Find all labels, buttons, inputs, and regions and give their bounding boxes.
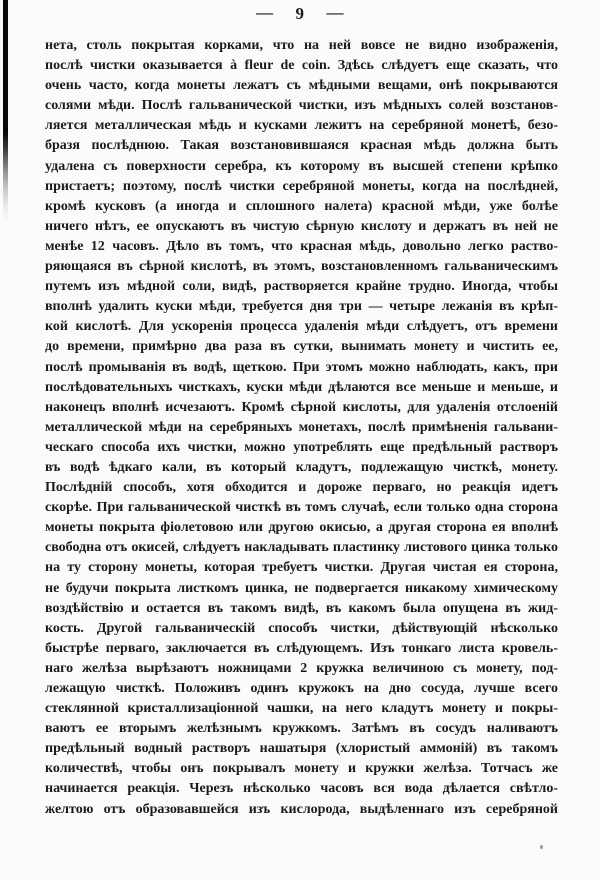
text-line: ляется металлическая мѣдь и кусками лежитъ на серебряной монетѣ, безо-	[45, 118, 558, 134]
text-line: кость. Другой гальваническій способъ чистки, дѣйствующій нѣсколько	[45, 620, 558, 636]
scan-speck	[540, 845, 543, 849]
text-line: количествѣ, чтобы онъ покрывалъ монету и кружки желѣза. Тотчасъ же	[45, 761, 558, 777]
text-line: послѣ промыванія въ водѣ, щеткою. При этомъ можно наблюдать, какъ, при	[45, 359, 558, 375]
text-line: начинается реакція. Черезъ нѣсколько часовъ вся вода дѣлается свѣтло-	[45, 781, 558, 797]
text-line: на ту сторону монеты, которая требуетъ чистки. Другая чистая ея сторона,	[45, 560, 558, 576]
text-line: свободна отъ окисей, слѣдуетъ накладывать пластинку листового цинка только	[45, 540, 558, 556]
text-line: ряющаяся въ сѣрной кислотѣ, въ этомъ, возстановленномъ гальваническимъ	[45, 259, 558, 275]
text-line: наконецъ вполнѣ исчезаютъ. Кромѣ сѣрной кислоты, для удаленія отслоеній	[45, 399, 558, 415]
text-line: воздѣйствію и остается въ такомъ видѣ, въ какомъ была опущена въ жид-	[45, 600, 558, 616]
text-line: очень часто, когда монеты лежатъ съ мѣдными вещами, онѣ покрываются	[45, 78, 558, 94]
text-line: кой кислотѣ. Для ускоренія процесса удаленія мѣди слѣдуетъ, отъ времени	[45, 319, 558, 335]
header-dash-right: —	[326, 3, 344, 22]
text-line: до времени, примѣрно два раза въ сутки, вынимать монету и чистить ее,	[45, 339, 558, 355]
text-line: послѣдовательныхъ чисткахъ, куски мѣди дѣлаются все меньше и меньше, и	[45, 379, 558, 395]
text-line: удалена съ поверхности серебра, къ которому въ высшей степени крѣпко	[45, 158, 558, 174]
text-line: кромѣ кусковъ (а иногда и сплошного налета) красной мѣди, уже болѣе	[45, 198, 558, 214]
text-line: Послѣдній способъ, хотя обходится и дороже перваго, но реакція идетъ	[45, 480, 558, 496]
text-line: наго желѣза вырѣзаютъ ножницами 2 кружка величиною съ монету, под-	[45, 660, 558, 676]
page-header	[0, 4, 600, 24]
text-line: быстрѣе перваго, заключается въ слѣдующемъ. Изъ тонкаго листа кровель-	[45, 640, 558, 656]
text-line: скорѣе. При гальванической чисткѣ въ томъ случаѣ, если только одна сторона	[45, 500, 558, 516]
scan-edge-artifact	[3, 0, 8, 222]
text-line: солями мѣди. Послѣ гальванической чистки, изъ мѣдныхъ солей возстанов-	[45, 98, 558, 114]
text-line: пристаетъ; поэтому, послѣ чистки серебряной монеты, когда на послѣдней,	[45, 178, 558, 194]
text-line: нета, столь покрытая корками, что на ней вовсе не видно изображенія,	[45, 38, 558, 53]
text-line: стеклянной кристаллизаціонной чашки, на него кладутъ монету и покры-	[45, 701, 558, 717]
text-line: путемъ изъ мѣдной соли, видѣ, растворяется крайне трудно. Иногда, чтобы	[45, 279, 558, 295]
text-line: металлической мѣди на серебряныхъ монетахъ, послѣ примѣненія гальвани-	[45, 419, 558, 435]
text-line: монеты покрыта фіолетовою или другою окисью, а другая сторона ея вполнѣ	[45, 520, 558, 536]
text-line: бразя послѣднюю. Такая возстановившаяся красная мѣдь должна быть	[45, 138, 558, 154]
text-line: предѣльный водный растворъ нашатыря (хлористый аммоній) въ такомъ	[45, 741, 558, 757]
text-line: ничего нѣтъ, ее опускаютъ въ чистую сѣрную кислоту и держатъ въ ней не	[45, 218, 558, 234]
text-line: вполнѣ удалить куски мѣди, требуется дня три — четыре лежанія въ крѣп-	[45, 299, 558, 315]
header-dash-left: —	[256, 3, 274, 22]
text-line: въ водѣ ѣдкаго кали, въ который кладутъ, подлежащую чисткѣ, монету.	[45, 459, 558, 475]
page-text	[45, 36, 558, 820]
text-line: послѣ чистки оказывается à fleur de coin. Здѣсь слѣдуетъ еще сказать, что	[45, 58, 558, 74]
text-line: желтою отъ образовавшейся изъ кислорода, выдѣленнаго изъ серебряной	[45, 801, 558, 817]
text-line: ваютъ ее вторымъ желѣзнымъ кружкомъ. Затѣмъ въ сосудъ наливаютъ	[45, 721, 558, 737]
text-line: менѣе 12 часовъ. Дѣло въ томъ, что красная мѣдь, довольно легко раство-	[45, 238, 558, 254]
text-line: лежащую чисткѣ. Положивъ одинъ кружокъ на дно сосуда, лучше всего	[45, 681, 558, 696]
page-number: 9	[295, 4, 305, 23]
text-line: не будучи покрыта листкомъ цинка, не подвергается никакому химическому	[45, 580, 558, 596]
text-line: ческаго способа ихъ чистки, можно употреблять еще предѣльный растворъ	[45, 439, 558, 455]
